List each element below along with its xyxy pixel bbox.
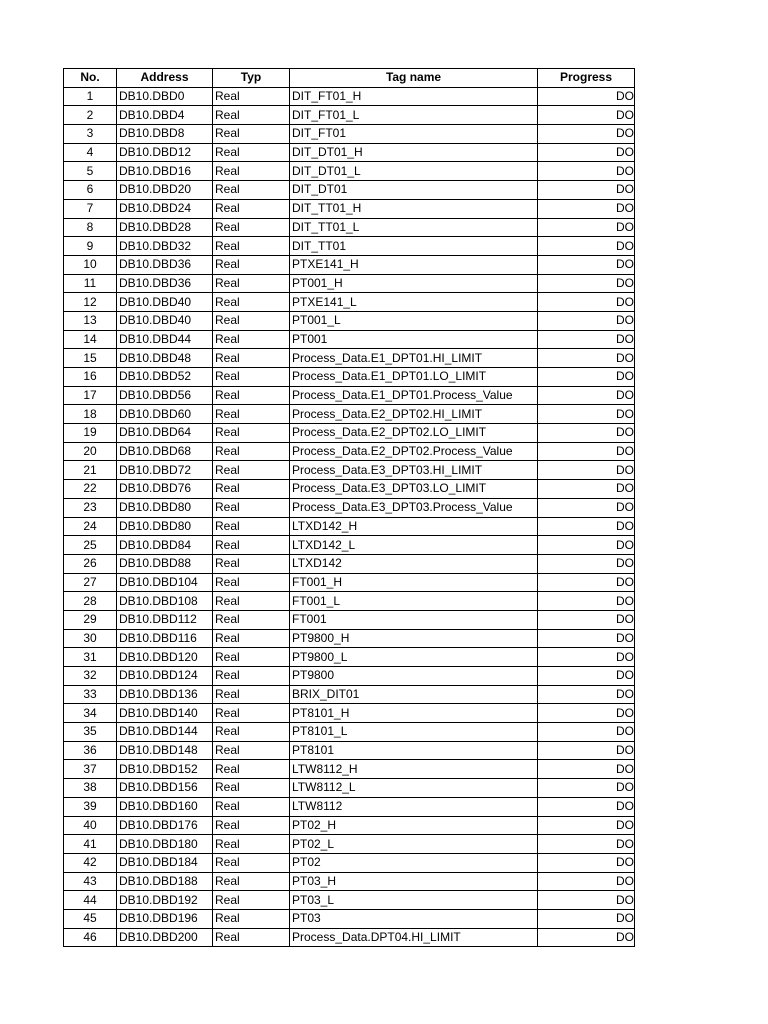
row-no: 4 (64, 143, 117, 162)
row-no: 32 (64, 667, 117, 686)
header-tag-name: Tag name (290, 69, 538, 88)
row-no: 11 (64, 274, 117, 293)
row-tag-name: DIT_FT01_L (290, 106, 538, 125)
table-row (64, 853, 635, 872)
row-tag-name: FT001 (290, 610, 538, 629)
table-row (64, 517, 635, 536)
row-tag-name: Process_Data.E3_DPT03.Process_Value (290, 498, 538, 517)
table-row (64, 311, 635, 330)
row-no: 41 (64, 835, 117, 854)
row-progress: DO (538, 891, 635, 910)
row-tag-name: Process_Data.E1_DPT01.Process_Value (290, 386, 538, 405)
row-no: 7 (64, 199, 117, 218)
table-row (64, 835, 635, 854)
row-tag-name: DIT_FT01 (290, 125, 538, 144)
row-progress: DO (538, 797, 635, 816)
table-row (64, 237, 635, 256)
row-typ: Real (213, 498, 290, 517)
table-row (64, 330, 635, 349)
table-row (64, 368, 635, 387)
row-no: 3 (64, 125, 117, 144)
row-address: DB10.DBD144 (117, 723, 213, 742)
table-row (64, 218, 635, 237)
row-no: 30 (64, 629, 117, 648)
row-typ: Real (213, 293, 290, 312)
row-progress: DO (538, 405, 635, 424)
row-progress: DO (538, 573, 635, 592)
row-no: 39 (64, 797, 117, 816)
row-no: 34 (64, 704, 117, 723)
row-tag-name: PT001_H (290, 274, 538, 293)
row-progress: DO (538, 349, 635, 368)
table-row (64, 274, 635, 293)
row-progress: DO (538, 311, 635, 330)
row-address: DB10.DBD68 (117, 442, 213, 461)
row-no: 36 (64, 741, 117, 760)
row-typ: Real (213, 610, 290, 629)
row-typ: Real (213, 629, 290, 648)
row-progress: DO (538, 87, 635, 106)
table-row (64, 816, 635, 835)
row-tag-name: PTXE141_L (290, 293, 538, 312)
header-row (64, 69, 635, 88)
row-address: DB10.DBD80 (117, 517, 213, 536)
row-no: 13 (64, 311, 117, 330)
row-tag-name: DIT_DT01_H (290, 143, 538, 162)
row-progress: DO (538, 554, 635, 573)
table-row (64, 648, 635, 667)
row-progress: DO (538, 816, 635, 835)
row-typ: Real (213, 648, 290, 667)
row-tag-name: FT001_L (290, 592, 538, 611)
row-address: DB10.DBD80 (117, 498, 213, 517)
row-typ: Real (213, 405, 290, 424)
row-tag-name: Process_Data.DPT04.HI_LIMIT (290, 928, 538, 947)
row-address: DB10.DBD24 (117, 199, 213, 218)
row-no: 12 (64, 293, 117, 312)
row-typ: Real (213, 162, 290, 181)
row-address: DB10.DBD32 (117, 237, 213, 256)
row-typ: Real (213, 517, 290, 536)
row-tag-name: DIT_TT01 (290, 237, 538, 256)
row-typ: Real (213, 330, 290, 349)
row-address: DB10.DBD184 (117, 853, 213, 872)
row-no: 9 (64, 237, 117, 256)
row-progress: DO (538, 424, 635, 443)
row-typ: Real (213, 87, 290, 106)
row-typ: Real (213, 853, 290, 872)
row-typ: Real (213, 816, 290, 835)
row-tag-name: LTXD142 (290, 554, 538, 573)
row-no: 21 (64, 461, 117, 480)
row-no: 35 (64, 723, 117, 742)
row-progress: DO (538, 760, 635, 779)
row-address: DB10.DBD36 (117, 274, 213, 293)
row-no: 26 (64, 554, 117, 573)
row-address: DB10.DBD40 (117, 311, 213, 330)
row-no: 5 (64, 162, 117, 181)
table-row (64, 554, 635, 573)
row-progress: DO (538, 461, 635, 480)
row-no: 46 (64, 928, 117, 947)
table-row (64, 293, 635, 312)
row-typ: Real (213, 125, 290, 144)
row-no: 15 (64, 349, 117, 368)
row-progress: DO (538, 498, 635, 517)
table-row (64, 760, 635, 779)
row-tag-name: LTXD142_L (290, 536, 538, 555)
row-tag-name: PT8101_H (290, 704, 538, 723)
table-row (64, 704, 635, 723)
row-progress: DO (538, 330, 635, 349)
row-address: DB10.DBD16 (117, 162, 213, 181)
table-row (64, 498, 635, 517)
row-progress: DO (538, 629, 635, 648)
row-address: DB10.DBD120 (117, 648, 213, 667)
row-tag-name: DIT_TT01_L (290, 218, 538, 237)
row-address: DB10.DBD20 (117, 181, 213, 200)
row-address: DB10.DBD136 (117, 685, 213, 704)
table-row (64, 442, 635, 461)
row-tag-name: LTW8112_L (290, 779, 538, 798)
row-no: 22 (64, 480, 117, 499)
table-row (64, 909, 635, 928)
row-typ: Real (213, 311, 290, 330)
table-row (64, 872, 635, 891)
row-tag-name: PT001 (290, 330, 538, 349)
row-progress: DO (538, 442, 635, 461)
row-tag-name: PT02 (290, 853, 538, 872)
row-no: 43 (64, 872, 117, 891)
row-progress: DO (538, 480, 635, 499)
header-typ: Typ (213, 69, 290, 88)
row-typ: Real (213, 928, 290, 947)
row-typ: Real (213, 255, 290, 274)
row-progress: DO (538, 218, 635, 237)
row-tag-name: Process_Data.E1_DPT01.HI_LIMIT (290, 349, 538, 368)
row-address: DB10.DBD140 (117, 704, 213, 723)
row-no: 18 (64, 405, 117, 424)
table-row (64, 629, 635, 648)
row-address: DB10.DBD188 (117, 872, 213, 891)
row-address: DB10.DBD116 (117, 629, 213, 648)
row-progress: DO (538, 667, 635, 686)
row-address: DB10.DBD152 (117, 760, 213, 779)
row-progress: DO (538, 125, 635, 144)
tag-table (63, 68, 635, 947)
row-typ: Real (213, 218, 290, 237)
row-no: 45 (64, 909, 117, 928)
row-tag-name: DIT_FT01_H (290, 87, 538, 106)
row-address: DB10.DBD108 (117, 592, 213, 611)
row-typ: Real (213, 741, 290, 760)
row-tag-name: PT03 (290, 909, 538, 928)
table-row (64, 723, 635, 742)
table-row (64, 386, 635, 405)
header-no: No. (64, 69, 117, 88)
header-progress: Progress (538, 69, 635, 88)
row-no: 38 (64, 779, 117, 798)
row-progress: DO (538, 872, 635, 891)
row-address: DB10.DBD64 (117, 424, 213, 443)
row-tag-name: Process_Data.E2_DPT02.HI_LIMIT (290, 405, 538, 424)
table-row (64, 536, 635, 555)
row-address: DB10.DBD48 (117, 349, 213, 368)
row-progress: DO (538, 536, 635, 555)
row-address: DB10.DBD88 (117, 554, 213, 573)
row-typ: Real (213, 872, 290, 891)
row-address: DB10.DBD176 (117, 816, 213, 835)
row-no: 24 (64, 517, 117, 536)
row-tag-name: LTW8112_H (290, 760, 538, 779)
row-typ: Real (213, 274, 290, 293)
row-typ: Real (213, 704, 290, 723)
table-row (64, 685, 635, 704)
row-address: DB10.DBD160 (117, 797, 213, 816)
row-typ: Real (213, 106, 290, 125)
row-no: 29 (64, 610, 117, 629)
row-address: DB10.DBD36 (117, 255, 213, 274)
row-tag-name: PT03_H (290, 872, 538, 891)
row-address: DB10.DBD200 (117, 928, 213, 947)
row-tag-name: FT001_H (290, 573, 538, 592)
row-progress: DO (538, 255, 635, 274)
row-typ: Real (213, 349, 290, 368)
table-row (64, 424, 635, 443)
row-no: 6 (64, 181, 117, 200)
table-row (64, 610, 635, 629)
row-no: 1 (64, 87, 117, 106)
row-progress: DO (538, 181, 635, 200)
row-progress: DO (538, 143, 635, 162)
row-typ: Real (213, 536, 290, 555)
table-row (64, 255, 635, 274)
row-no: 2 (64, 106, 117, 125)
row-no: 40 (64, 816, 117, 835)
row-typ: Real (213, 181, 290, 200)
row-typ: Real (213, 797, 290, 816)
row-typ: Real (213, 723, 290, 742)
row-progress: DO (538, 386, 635, 405)
table-row (64, 125, 635, 144)
row-typ: Real (213, 442, 290, 461)
row-address: DB10.DBD124 (117, 667, 213, 686)
table-row (64, 573, 635, 592)
row-address: DB10.DBD0 (117, 87, 213, 106)
row-progress: DO (538, 517, 635, 536)
row-tag-name: LTW8112 (290, 797, 538, 816)
row-typ: Real (213, 199, 290, 218)
row-address: DB10.DBD44 (117, 330, 213, 349)
row-typ: Real (213, 461, 290, 480)
row-typ: Real (213, 143, 290, 162)
row-tag-name: PT9800_L (290, 648, 538, 667)
row-typ: Real (213, 779, 290, 798)
row-address: DB10.DBD76 (117, 480, 213, 499)
header-address: Address (117, 69, 213, 88)
table-row (64, 779, 635, 798)
row-progress: DO (538, 648, 635, 667)
row-no: 16 (64, 368, 117, 387)
row-tag-name: Process_Data.E2_DPT02.LO_LIMIT (290, 424, 538, 443)
table-row (64, 106, 635, 125)
row-no: 31 (64, 648, 117, 667)
row-tag-name: PT8101_L (290, 723, 538, 742)
table-row (64, 199, 635, 218)
row-address: DB10.DBD60 (117, 405, 213, 424)
row-address: DB10.DBD52 (117, 368, 213, 387)
row-tag-name: Process_Data.E2_DPT02.Process_Value (290, 442, 538, 461)
row-tag-name: LTXD142_H (290, 517, 538, 536)
row-progress: DO (538, 723, 635, 742)
row-address: DB10.DBD104 (117, 573, 213, 592)
row-tag-name: Process_Data.E1_DPT01.LO_LIMIT (290, 368, 538, 387)
row-progress: DO (538, 162, 635, 181)
row-progress: DO (538, 106, 635, 125)
row-tag-name: Process_Data.E3_DPT03.LO_LIMIT (290, 480, 538, 499)
row-typ: Real (213, 835, 290, 854)
row-progress: DO (538, 741, 635, 760)
row-progress: DO (538, 779, 635, 798)
row-progress: DO (538, 293, 635, 312)
row-no: 27 (64, 573, 117, 592)
table-body (64, 87, 635, 947)
row-no: 17 (64, 386, 117, 405)
row-address: DB10.DBD56 (117, 386, 213, 405)
table-row (64, 592, 635, 611)
row-progress: DO (538, 685, 635, 704)
row-no: 37 (64, 760, 117, 779)
row-tag-name: PT03_L (290, 891, 538, 910)
row-no: 33 (64, 685, 117, 704)
row-no: 19 (64, 424, 117, 443)
row-typ: Real (213, 573, 290, 592)
row-tag-name: Process_Data.E3_DPT03.HI_LIMIT (290, 461, 538, 480)
row-typ: Real (213, 685, 290, 704)
row-tag-name: PT02_L (290, 835, 538, 854)
row-progress: DO (538, 592, 635, 611)
table-row (64, 405, 635, 424)
row-address: DB10.DBD4 (117, 106, 213, 125)
table-row (64, 667, 635, 686)
row-progress: DO (538, 274, 635, 293)
row-address: DB10.DBD72 (117, 461, 213, 480)
row-address: DB10.DBD28 (117, 218, 213, 237)
row-no: 42 (64, 853, 117, 872)
row-no: 10 (64, 255, 117, 274)
row-tag-name: PTXE141_H (290, 255, 538, 274)
table-row (64, 143, 635, 162)
row-no: 28 (64, 592, 117, 611)
row-address: DB10.DBD40 (117, 293, 213, 312)
row-address: DB10.DBD148 (117, 741, 213, 760)
row-address: DB10.DBD84 (117, 536, 213, 555)
row-progress: DO (538, 928, 635, 947)
row-progress: DO (538, 368, 635, 387)
row-typ: Real (213, 368, 290, 387)
table-row (64, 181, 635, 200)
row-no: 25 (64, 536, 117, 555)
row-address: DB10.DBD8 (117, 125, 213, 144)
row-tag-name: DIT_TT01_H (290, 199, 538, 218)
row-typ: Real (213, 424, 290, 443)
row-no: 14 (64, 330, 117, 349)
row-progress: DO (538, 237, 635, 256)
row-tag-name: PT02_H (290, 816, 538, 835)
row-address: DB10.DBD112 (117, 610, 213, 629)
row-tag-name: PT8101 (290, 741, 538, 760)
row-tag-name: PT9800_H (290, 629, 538, 648)
row-typ: Real (213, 237, 290, 256)
row-typ: Real (213, 386, 290, 405)
row-typ: Real (213, 554, 290, 573)
row-tag-name: PT9800 (290, 667, 538, 686)
row-no: 8 (64, 218, 117, 237)
row-progress: DO (538, 835, 635, 854)
row-no: 20 (64, 442, 117, 461)
table-row (64, 87, 635, 106)
row-tag-name: DIT_DT01_L (290, 162, 538, 181)
row-address: DB10.DBD192 (117, 891, 213, 910)
table-row (64, 480, 635, 499)
table-row (64, 349, 635, 368)
row-progress: DO (538, 199, 635, 218)
table-row (64, 928, 635, 947)
table-row (64, 461, 635, 480)
row-address: DB10.DBD12 (117, 143, 213, 162)
row-progress: DO (538, 853, 635, 872)
row-address: DB10.DBD156 (117, 779, 213, 798)
table-row (64, 797, 635, 816)
row-progress: DO (538, 610, 635, 629)
row-no: 23 (64, 498, 117, 517)
row-no: 44 (64, 891, 117, 910)
table-row (64, 891, 635, 910)
row-tag-name: DIT_DT01 (290, 181, 538, 200)
row-progress: DO (538, 909, 635, 928)
row-typ: Real (213, 891, 290, 910)
row-address: DB10.DBD196 (117, 909, 213, 928)
row-address: DB10.DBD180 (117, 835, 213, 854)
row-typ: Real (213, 667, 290, 686)
row-typ: Real (213, 760, 290, 779)
row-tag-name: BRIX_DIT01 (290, 685, 538, 704)
row-progress: DO (538, 704, 635, 723)
row-tag-name: PT001_L (290, 311, 538, 330)
table-row (64, 162, 635, 181)
row-typ: Real (213, 480, 290, 499)
row-typ: Real (213, 592, 290, 611)
row-typ: Real (213, 909, 290, 928)
table-row (64, 741, 635, 760)
